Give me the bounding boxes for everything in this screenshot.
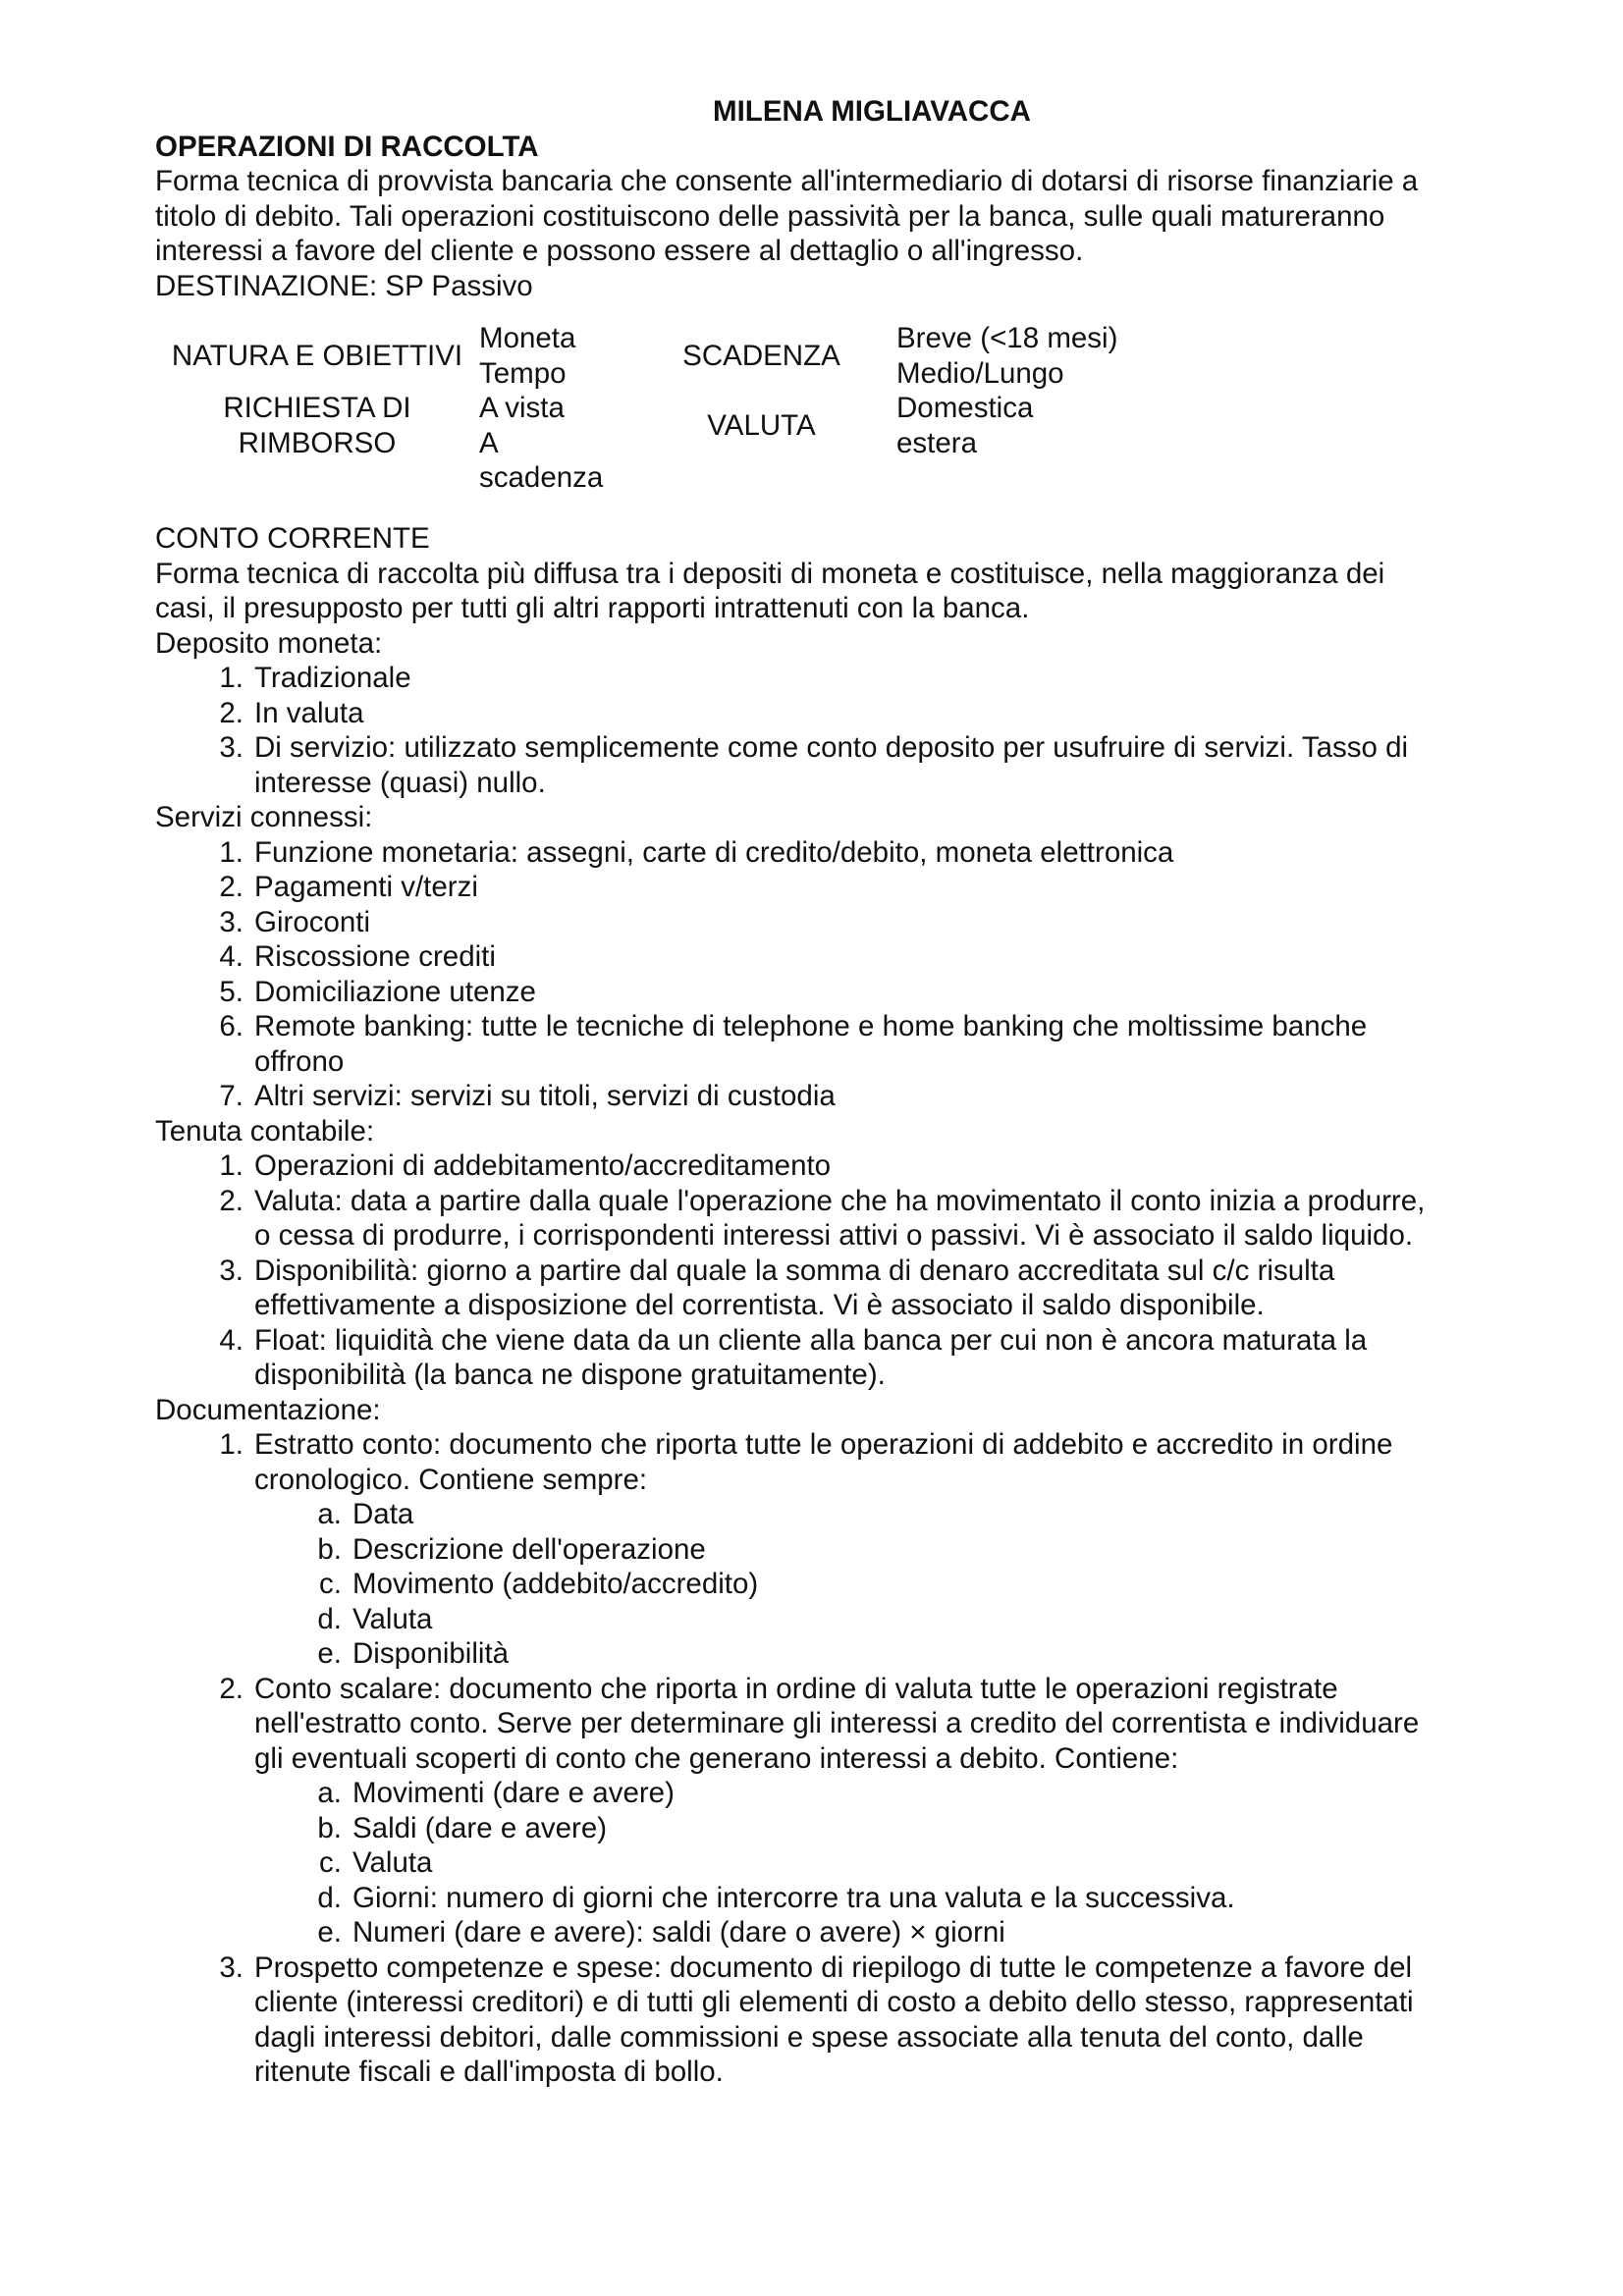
tenuta-list	[155, 1148, 1490, 1393]
servizi-list	[155, 835, 1490, 1114]
list-item	[155, 870, 1490, 905]
page-content	[155, 94, 1490, 2090]
table-value-scadenza	[896, 321, 1166, 391]
conto-desc-line: casi, il presupposto per tutti gli altri rapporti intrattenuti con la banca.	[155, 592, 1030, 624]
table-value-line: Tempo	[479, 356, 567, 390]
list-item	[155, 1009, 1490, 1079]
sublist-item	[155, 1497, 1490, 1532]
sublist-item	[155, 1636, 1490, 1672]
list-text: Prospetto competenze e spese: documento di riepilogo di tutte le competenze a favore del	[254, 1950, 1413, 1984]
table-label-scadenza: SCADENZA	[682, 339, 840, 372]
list-text: Pagamenti v/terzi	[254, 871, 478, 903]
table-value-line: estera	[896, 426, 977, 459]
destinazione-line: DESTINAZIONE: SP Passivo	[155, 269, 533, 302]
list-text: disponibilità (la banca ne dispone gratuitamente).	[254, 1359, 886, 1391]
list-text: Conto scalare: documento che riporta in ordine di valuta tutte le operazioni registrate	[254, 1672, 1338, 1705]
raccolta-desc-line: Forma tecnica di provvista bancaria che consente all'intermediario di dotarsi di risorse finanziarie a	[155, 165, 1419, 197]
list-item	[155, 1323, 1490, 1393]
list-number: 1.	[219, 1428, 243, 1461]
sublist-letter: d.	[317, 1881, 342, 1914]
table-value-line: A scadenza	[479, 426, 604, 494]
list-text: Float: liquidità che viene data da un cliente alla banca per cui non è ancora maturata la	[254, 1323, 1368, 1357]
list-item	[155, 905, 1490, 940]
list-text: Domiciliazione utenze	[254, 975, 536, 1008]
list-text: In valuta	[254, 696, 364, 729]
list-text: interesse (quasi) nullo.	[254, 766, 546, 799]
list-item	[155, 835, 1490, 871]
list-text: effettivamente a disposizione del correntista. Vi è associato il saldo disponibile.	[254, 1289, 1265, 1321]
sublist-letter: b.	[317, 1532, 342, 1566]
list-number: 3.	[219, 905, 243, 938]
list-item	[155, 1148, 1490, 1184]
sublist-letter: a.	[317, 1498, 342, 1530]
sublist-text: Data	[352, 1498, 414, 1530]
table-value-rimborso	[479, 391, 626, 494]
list-text: nell'estratto conto. Serve per determinare gli interessi a credito del correntista e individuare	[254, 1707, 1420, 1739]
table-value-line: Breve (<18 mesi)	[896, 322, 1118, 354]
list-text: Remote banking: tutte le tecniche di telephone e home banking che moltissime banche	[254, 1010, 1368, 1042]
deposito-list	[155, 661, 1490, 800]
table-label-line: RIMBORSO	[238, 426, 397, 459]
list-item	[155, 975, 1490, 1010]
table-value-natura	[479, 321, 626, 391]
list-text: gli eventuali scoperti di conto che generano interessi a debito. Contiene:	[254, 1741, 1179, 1775]
sublist-letter: e.	[317, 1637, 342, 1670]
sublist-text: Movimenti (dare e avere)	[352, 1777, 675, 1809]
list-item	[155, 661, 1490, 696]
list-text: Disponibilità: giorno a partire dal quale la somma di denaro accreditata sul c/c risulta	[254, 1254, 1335, 1287]
sublist-text: Valuta	[352, 1602, 433, 1635]
raccolta-desc	[155, 164, 1490, 303]
list-item	[155, 696, 1490, 731]
raccolta-summary-table	[155, 321, 1490, 494]
sublist-text: Descrizione dell'operazione	[352, 1532, 706, 1566]
list-item	[155, 1950, 1490, 2090]
list-text: cronologico. Contiene sempre:	[254, 1463, 648, 1496]
list-text: offrono	[254, 1044, 345, 1078]
list-item	[155, 1254, 1490, 1323]
sublist-item	[155, 1602, 1490, 1637]
sublist-text: Movimento (addebito/accredito)	[352, 1568, 759, 1600]
list-item	[155, 1079, 1490, 1114]
list-text: Valuta: data a partire dalla quale l'operazione che ha movimentato il conto inizia a produrre,	[254, 1184, 1426, 1217]
list-number: 2.	[219, 696, 243, 729]
sublist-text: Saldi (dare e avere)	[352, 1811, 608, 1844]
list-number: 2.	[219, 1672, 243, 1705]
table-label-rimborso	[155, 391, 479, 460]
list-item	[155, 1427, 1490, 1672]
list-number: 4.	[219, 940, 243, 973]
sublist-item	[155, 1915, 1490, 1950]
documentazione-list	[155, 1427, 1490, 2090]
sublist-letter: e.	[317, 1916, 342, 1949]
conto-scalare-sublist	[254, 1776, 1490, 1950]
list-number: 5.	[219, 975, 243, 1008]
deposito-heading: Deposito moneta:	[155, 626, 383, 660]
list-text: cliente (interessi creditori) e di tutti gli elementi di costo a debito dello stesso, rappresentati	[254, 1986, 1414, 2018]
list-item	[155, 730, 1490, 800]
table-value-line: Domestica	[896, 392, 1034, 424]
list-number: 1.	[219, 1149, 243, 1182]
list-text: Estratto conto: documento che riporta tutte le operazioni di addebito e accredito in ordine	[254, 1428, 1393, 1461]
section-title-conto: CONTO CORRENTE	[155, 522, 430, 555]
list-text: Di servizio: utilizzato semplicemente come conto deposito per usufruire di servizi. Tasso di	[254, 731, 1409, 764]
list-number: 1.	[219, 835, 243, 869]
list-item	[155, 1184, 1490, 1254]
list-text: Altri servizi: servizi su titoli, servizi di custodia	[254, 1080, 836, 1112]
author-title: MILENA MIGLIAVACCA	[713, 95, 1031, 128]
raccolta-desc-line: interessi a favore del cliente e possono essere al dettaglio o all'ingresso.	[155, 235, 1084, 267]
list-text: o cessa di produrre, i corrispondenti interessi attivi o passivi. Vi è associato il saldo liquido.	[254, 1219, 1414, 1252]
list-number: 4.	[219, 1323, 243, 1357]
sublist-text: Valuta	[352, 1846, 433, 1879]
sublist-letter: b.	[317, 1811, 342, 1844]
list-text: Funzione monetaria: assegni, carte di credito/debito, moneta elettronica	[254, 835, 1174, 869]
table-label-natura: NATURA E OBIETTIVI	[171, 339, 463, 372]
table-value-line: Moneta	[479, 322, 576, 354]
tenuta-heading: Tenuta contabile:	[155, 1114, 375, 1148]
sublist-item	[155, 1881, 1490, 1916]
list-text: Tradizionale	[254, 662, 411, 694]
list-item	[155, 939, 1490, 975]
raccolta-desc-line: titolo di debito. Tali operazioni costituiscono delle passività per la banca, sulle quali matureranno	[155, 199, 1385, 233]
list-number: 7.	[219, 1080, 243, 1112]
sublist-item	[155, 1532, 1490, 1568]
conto-desc	[155, 557, 1490, 626]
sublist-item	[155, 1776, 1490, 1811]
servizi-heading: Servizi connessi:	[155, 801, 373, 833]
table-value-line: A vista	[479, 392, 565, 424]
list-text: Operazioni di addebitamento/accreditamento	[254, 1149, 832, 1182]
section-title-raccolta: OPERAZIONI DI RACCOLTA	[155, 130, 539, 163]
documentazione-heading: Documentazione:	[155, 1393, 381, 1426]
list-item	[155, 1672, 1490, 1950]
sublist-letter: a.	[317, 1777, 342, 1809]
list-text: Giroconti	[254, 905, 371, 938]
list-number: 2.	[219, 1184, 243, 1217]
table-label-valuta: VALUTA	[707, 408, 816, 442]
list-number: 3.	[219, 1254, 243, 1287]
estratto-conto-sublist	[254, 1497, 1490, 1672]
table-value-line: Medio/Lungo	[896, 356, 1064, 390]
sublist-letter: d.	[317, 1602, 342, 1635]
sublist-letter: c.	[319, 1846, 342, 1879]
list-number: 6.	[219, 1010, 243, 1042]
list-number: 3.	[219, 731, 243, 764]
list-text: ritenute fiscali e dall'imposta di bollo.	[254, 2056, 724, 2088]
sublist-text: Disponibilità	[352, 1637, 510, 1670]
spacer	[155, 460, 1490, 521]
table-label-line: RICHIESTA DI	[223, 392, 411, 424]
sublist-item	[155, 1845, 1490, 1881]
conto-desc-line: Forma tecnica di raccolta più diffusa tra i depositi di moneta e costituisce, nella maggioranza dei	[155, 557, 1385, 590]
list-number: 1.	[219, 662, 243, 694]
sublist-text: Giorni: numero di giorni che intercorre tra una valuta e la successiva.	[352, 1881, 1235, 1914]
list-text: Riscossione crediti	[254, 940, 496, 973]
table-value-valuta	[896, 391, 1166, 460]
sublist-item	[155, 1811, 1490, 1846]
list-number: 3.	[219, 1950, 243, 1984]
list-number: 2.	[219, 871, 243, 903]
sublist-text: Numeri (dare e avere): saldi (dare o avere) × giorni	[352, 1916, 1005, 1949]
sublist-letter: c.	[319, 1568, 342, 1600]
list-text: dagli interessi debitori, dalle commissioni e spese associate alla tenuta del conto, dalle	[254, 2020, 1364, 2054]
sublist-item	[155, 1567, 1490, 1602]
